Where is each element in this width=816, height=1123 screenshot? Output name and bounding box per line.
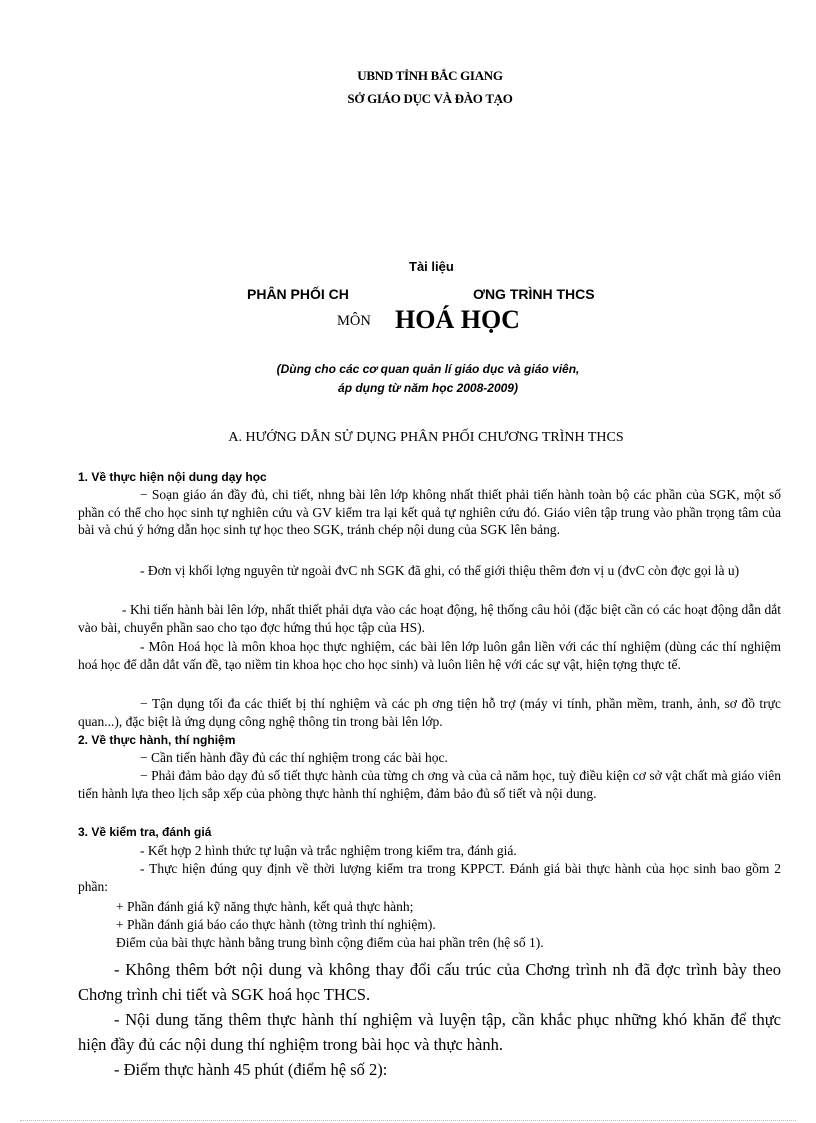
subsection-heading-2: 2. Về thực hành, thí nghiệm	[78, 733, 236, 747]
title-right: ƠNG TRÌNH THCS	[473, 286, 595, 302]
department-name: SỞ GIÁO DỤC VÀ ĐÀO TẠO	[347, 91, 513, 106]
page-divider	[20, 1120, 796, 1121]
paragraph-assessment-rules: - Thực hiện đúng quy định về thời lượng kiểm tra trong KPPCT. Đánh giá bài thực hành của học sinh bao gồm 2 phần:	[78, 861, 781, 894]
paragraph-do-experiments: − Cần tiến hành đầy đủ các thí nghiệm trong các bài học.	[140, 750, 448, 765]
subsection-heading-3: 3. Về kiểm tra, đánh giá	[78, 825, 212, 839]
list-item-report: + Phần đánh giá báo cáo thực hành (tờng trình thí nghiệm).	[116, 917, 436, 932]
paragraph-atomic-unit: - Đơn vị khối lợng nguyên tử ngoài đvC nh SGK đã ghi, có thể giới thiệu thêm đơn vị u (đvC còn đợc gọi là u)	[140, 563, 740, 578]
section-heading: A. HƯỚNG DẪN SỬ DỤNG PHÂN PHỐI CHƯƠNG TRÌNH THCS	[228, 430, 624, 445]
list-item-skills: + Phần đánh giá kỹ năng thực hành, kết quả thực hành;	[116, 899, 414, 914]
paragraph-no-change: - Không thêm bớt nội dung và không thay đổi cấu trúc của Chơng trình nh đã đợc trình bày theo Chơng trình chi tiết và SGK hoá học THCS.	[78, 960, 781, 1004]
paragraph-practice-score: - Điểm thực hành 45 phút (điểm hệ số 2):	[114, 1060, 388, 1079]
paragraph-lesson-plan: − Soạn giáo án đầy đủ, chi tiết, nhng bài lên lớp không nhất thiết phải tiến hành toàn bộ các phần của SGK, một số phần có thể cho học sinh tự nghiên cứu và GV kiểm tra lại kết quả tự nghiên cứu đó. Giáo viên tập trung vào phần trọng tâm của bài và chú ý hớng dẫn học sinh tự học theo SGK, tránh chép nội dung của SGK lên bảng.	[78, 487, 781, 537]
subsection-heading-1: 1. Về thực hiện nội dung dạy học	[78, 470, 267, 484]
title-left: PHÂN PHỐI CH	[247, 286, 349, 302]
paragraph-score-formula: Điểm của bài thực hành bằng trung bình cộng điểm của hai phần trên (hệ số 1).	[116, 935, 544, 950]
subject-label: MÔN	[337, 313, 371, 329]
usage-note-line2: áp dụng từ năm học 2008-2009)	[338, 381, 518, 395]
org-name: UBND TỈNH BẮC GIANG	[357, 68, 503, 83]
paragraph-extra-practice: - Nội dung tăng thêm thực hành thí nghiệm và luyện tập, cần khắc phục những khó khăn để thực hiện đầy đủ các nội dung thí nghiệm trong bài học và thực hành.	[78, 1010, 781, 1054]
paragraph-activities: - Khi tiến hành bài lên lớp, nhất thiết phải dựa vào các hoạt động, hệ thống câu hỏi (đặc biệt cần có các hoạt động dẫn dắt vào bài, chuyển phần sao cho tạo đợc hứng thú học tập của HS).	[78, 602, 781, 635]
paragraph-assessment-forms: - Kết hợp 2 hình thức tự luận và trắc nghiệm trong kiểm tra, đánh giá.	[140, 843, 517, 858]
usage-note-line1: (Dùng cho các cơ quan quản lí giáo dục và giáo viên,	[276, 362, 580, 376]
document-label: Tài liệu	[409, 259, 454, 274]
paragraph-experiments: - Môn Hoá học là môn khoa học thực nghiệm, các bài lên lớp luôn gắn liền với các thí nghiệm (dùng các thí nghiệm hoá học để dẫn dắt vấn đề, tạo niềm tin khoa học cho học sinh) và luôn liên hệ với các sự vật, hiện tợng thực tế.	[78, 639, 781, 672]
paragraph-practice-periods: − Phải đảm bảo dạy đủ số tiết thực hành của từng ch ơng và của cả năm học, tuỳ điều kiện cơ sở vật chất mà giáo viên tiến hành lựa theo lịch sắp xếp của phòng thực hành thí nghiệm, đảm bảo đủ số tiết và nội dung.	[78, 768, 781, 801]
subject-title: HOÁ HỌC	[395, 305, 520, 334]
paragraph-equipment: − Tận dụng tối đa các thiết bị thí nghiệm và các ph ơng tiện hỗ trợ (máy vi tính, phần mềm, tranh, ảnh, sơ đồ trực quan...), đặc biệt là ứng dụng công nghệ thông tin trong bài lên lớp.	[78, 696, 781, 729]
